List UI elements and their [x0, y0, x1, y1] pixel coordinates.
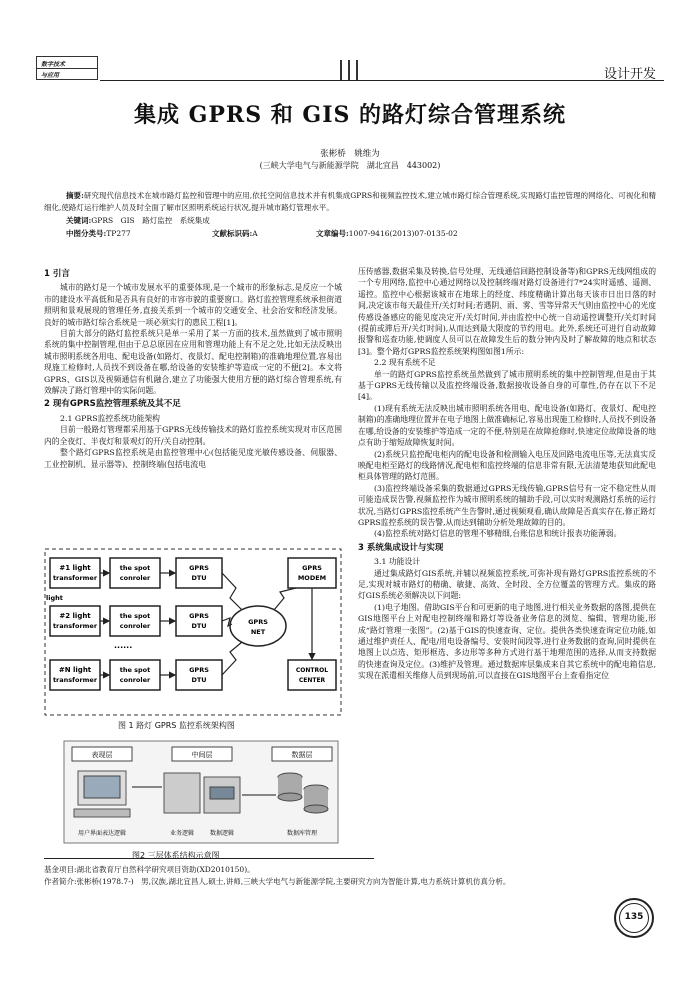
label-dtu-a: GPRS: [189, 666, 209, 674]
heading-section-2: 2 现有GPRS监控管理系统及其不足: [44, 399, 181, 410]
label-center-a: CONTROL: [295, 667, 329, 674]
light-transformer-n: [50, 660, 100, 690]
paragraph: 通过集成路灯GIS系统,并辅以视频监控系统,可弥补现有路灯GPRS监控系统的不足,实现对城市路灯的精确、敏捷、高效、全时段、全方位覆盖的管理方式。集成的路灯GIS系统必须解决以下问题:: [358, 568, 656, 601]
doc-label: 文献标识码:: [212, 229, 253, 238]
heading-section-3: 3 系统集成设计与实现: [358, 542, 444, 553]
paragraph: (2)系统只监控配电柜内的配电设备和检测输入电压及回路电流电压等,无法真实反映配电柜至路灯的线路情况,配电柜和监控终端的信息非常有限,无法清楚地获知此配电柜具体管理的路灯范围。: [358, 449, 656, 482]
paragraph: (1)电子地图。借助GIS平台和可更新的电子地图,进行相关业务数据的落图,提供在GIS地图平台上对配电控制终端和路灯等设备业务信息的浏览、编辑、管理功能,形成“路灯管理一张图”。(2)基于GIS的快速查询、定位。提供各类快速查询定位功能,如通过维护责任人、配电/用电设备编号、安装时间段等,进行业务数据的查询,同时提供在地图上以点选、矩形框选、多边形等多种方式进行基于地理范围的选择,从而支持数据的快速查询及定位。(3)维护及管理。通过数据库层集成来自其它系统中的配电箱信息,实现在派遣相关维修人员到现场前,可以直接在GIS地图平台上查看指定位: [358, 602, 656, 681]
gprs-dtu-1: [176, 558, 222, 588]
label-light-1: #1 light: [59, 564, 91, 572]
keywords: [66, 215, 210, 226]
label-sub2a: 业务逻辑: [169, 830, 195, 837]
gprs-dtu-2: [176, 606, 222, 636]
heading-section-3-1: 3.1 功能设计: [374, 557, 421, 567]
label-controller-b: conroler: [119, 574, 151, 582]
label-net-a: GPRS: [248, 618, 268, 626]
label-dtu-a: GPRS: [189, 612, 209, 620]
label-layer1: 表现层: [91, 751, 113, 759]
label-net-b: NET: [250, 628, 266, 636]
light-transformer-2: [50, 606, 100, 636]
label-sub3: 数据库管理: [286, 830, 318, 837]
heading-section-2-1: 2.1 GPRS监控系统功能架构: [60, 413, 160, 423]
journal-name-line2: 与应用: [41, 72, 60, 79]
paper-title: 集成 GPRS 和 GIS 的路灯综合管理系统: [133, 102, 567, 128]
section-tag: 设计开发: [603, 67, 656, 82]
label-dtu-b: DTU: [191, 574, 207, 582]
figure-1-diagram: [44, 548, 342, 716]
label-layer3: 数据层: [291, 751, 313, 759]
gprs-net-cloud: [230, 606, 286, 646]
journal-logo: [36, 56, 98, 80]
funding-note: 基金项目:湖北省教育厅自然科学研究项目资助(XD2010150)。: [44, 865, 255, 874]
abstract: [44, 190, 656, 213]
paragraph: 目前一般路灯管理都采用基于GPRS无线传输技术的路灯监控系统实现对市区范围内的全夜灯、半夜灯和景观灯的开/关自动控制。: [44, 425, 342, 446]
paper-authors: 张彬桥 姚维为: [320, 149, 380, 159]
label-modem-a: GPRS: [302, 564, 322, 572]
header-bars: [338, 60, 362, 80]
light-transformer-1: [50, 558, 100, 588]
gprs-modem: [288, 558, 336, 588]
document-code: [212, 228, 258, 239]
label-dtu-b: DTU: [191, 676, 207, 684]
label-controller-a: the spot: [119, 564, 151, 572]
label-layer2: 中间层: [191, 751, 213, 759]
article-label: 文章编号:: [316, 229, 349, 238]
page-number: 135: [624, 912, 644, 922]
label-sub2b: 数据逻辑: [209, 830, 235, 837]
clc-number: [66, 228, 131, 239]
label-controller-a: the spot: [119, 612, 151, 620]
article-number: [316, 228, 458, 239]
figure-2-diagram: [60, 737, 342, 847]
paragraph: 整个路灯GPRS监控系统是由监控管理中心(包括能见度光敏传感设备、伺服器、工业控制机、显示器等)、控制终端(包括电流电: [44, 448, 342, 469]
spot-controller-1: [110, 558, 160, 588]
author-bio: 作者简介:张彬桥(1978.7-) 男,汉族,湖北宜昌人,硕士,讲师,三峡大学电气与新能源学院,主要研究方向为智能计算,电力系统计算机仿真分析。: [44, 877, 511, 886]
gprs-dtu-n: [176, 660, 222, 690]
abstract-label: 摘要:: [66, 191, 84, 200]
label-center-b: CENTER: [298, 677, 326, 684]
label-light-n: #N light: [58, 666, 92, 674]
label-ellipsis: ......: [114, 641, 133, 650]
spot-controller-n: [110, 660, 160, 690]
label-transformer-n: transformer: [52, 676, 98, 684]
label-dtu-a: GPRS: [189, 564, 209, 572]
figure-1-caption: 图 1 路灯 GPRS 监控系统架构图: [118, 721, 235, 730]
label-light-2: #2 light: [59, 612, 91, 620]
label-controller-a: the spot: [119, 666, 151, 674]
label-transformer-1: transformer: [52, 574, 98, 582]
header-rule: [100, 80, 664, 81]
paragraph: 目前大部分的路灯监控系统只是单一采用了某一方面的技术,虽然做到了城市照明系统的集中控制管理,但由于总总原因在应用和管理功能上有不足之处,比如无法反映出城市照明系统各用电、配电设备(如路灯、夜景灯、配电控制箱)的准确地理位置,容易出现施工检修时,人员找不到设备在哪,给设备的安装维护等造成一定的不便[2]。本文将GPRS、GIS以及视频通信有机融合,建立了功能强大使用方便的路灯综合管理系统,有效解决了路灯管理中的实际问题。: [44, 329, 342, 396]
heading-introduction: 1 引言: [44, 269, 70, 279]
spot-controller-2: [110, 606, 160, 636]
doc-value: A: [252, 229, 258, 238]
left-column: [44, 266, 342, 470]
article-value: 1007-9416(2013)07-0135-02: [348, 229, 458, 238]
paragraph: 单一的路灯GPRS监控系统虽然做到了城市照明系统的集中控制管理,但是由于其基于GPRS无线传输以及监控终端设备,数据接收设备自身的可靠性,仍存在以下不足[4]。: [358, 369, 656, 402]
paragraph: (1)现有系统无法反映出城市照明系统各用电、配电设备(如路灯、夜景灯、配电控制箱)的准确地理位置并在电子地图上做准确标记,容易出现施工检修时,人员找不到设备在哪,给设备的安装维护等造成一定的不便,特别是在故障抢修时,快速定位故障设备的地点有助于缩短故障恢复时间。: [358, 403, 656, 448]
paper-affiliation: (三峡大学电气与新能源学院 湖北宜昌 443002): [259, 161, 441, 170]
label-transformer-2: transformer: [52, 622, 98, 630]
paragraph: (3)监控终端设备采集的数据通过GPRS无线传输,GPRS信号有一定不稳定性从而可能造成误告警,视频监控作为城市照明系统的辅助手段,可以实时观测路灯系统的运行状况,当路灯GPRS监控系统产生告警时,通过视频观看,确认故障是否真实存在,修正路灯GPRS监控系统的误告警,从而达到辅助分析处理故障的目的。: [358, 483, 656, 527]
clc-value: TP277: [106, 229, 131, 238]
label-modem-b: MODEM: [297, 574, 327, 582]
figure-2-caption: 图2 三层体系结构示意图: [132, 851, 220, 860]
paragraph: 城市的路灯是一个城市发展水平的重要体现,是一个城市的形象标志,是反应一个城市的建设水平高低和是否具有良好的市容市貌的重要窗口。路灯监控管理系统承担街道照明和景观展现的管理任务,直接关系到一个城市的交通安全、社会治安和经济发展。良好的城市路灯综合系统是一项必须实行的惠民工程[1]。: [44, 283, 342, 327]
paragraph: 压传感器,数据采集及转换,信号处理、无线通信回路控制设备等)和GPRS无线网组成的一个专用网络,监控中心通过网络以及控制终端对路灯设备进行7*24实时遥感、遥测、遥控。监控中心根据该城市在地球上的经度、纬度精确计算出每天该市日出日落的时间,决定该市每天最佳开/关灯时间;若遇阴、雨、雾、雪等异常天气则由监控中心的光度传感设备感应的能见度决定开/关灯时间,并由监控中心统一自动遥控调整开/关灯时间(提前或滞后开/关灯时间),从而达到最大限度的节约用电。此外,系统还可进行自动故障报警和巡查功能,使调度人员可以在故障发生后的数分钟内及时了解故障的地点和状态[3]。整个路灯GPRS监控系统架构图如图1所示:: [358, 267, 656, 356]
label-dtu-b: DTU: [191, 622, 207, 630]
keywords-label: 关键词:: [66, 216, 92, 225]
right-column: [358, 266, 656, 682]
heading-section-2-2: 2.2 现有系统不足: [374, 358, 436, 368]
paragraph: (4)监控系统对路灯信息的管理不够精细,台账信息和统计报表功能薄弱。: [374, 529, 622, 539]
footnote-rule: [44, 858, 374, 859]
control-center: [288, 660, 336, 690]
label-controller-b: conroler: [119, 622, 151, 630]
keywords-text: GPRS GIS 路灯监控 系统集成: [91, 216, 210, 225]
journal-name-line1: 数字技术: [41, 61, 66, 68]
label-sub1: 用户界面表达逻辑: [77, 830, 127, 837]
label-light-tag: light: [46, 594, 63, 602]
label-controller-b: conroler: [119, 676, 151, 684]
clc-label: 中图分类号:: [66, 229, 107, 238]
abstract-text: 研究现代信息技术在城市路灯监控和管理中的应用,依托空间信息技术并有机集成GPRS和视频监控技术,建立城市路灯综合管理系统,实现路灯监控管理的网络化、可视化和精细化,使路灯运行维护人员及时全面了解市区照明系统运行状况,提升城市路灯管理水平。: [44, 191, 656, 212]
